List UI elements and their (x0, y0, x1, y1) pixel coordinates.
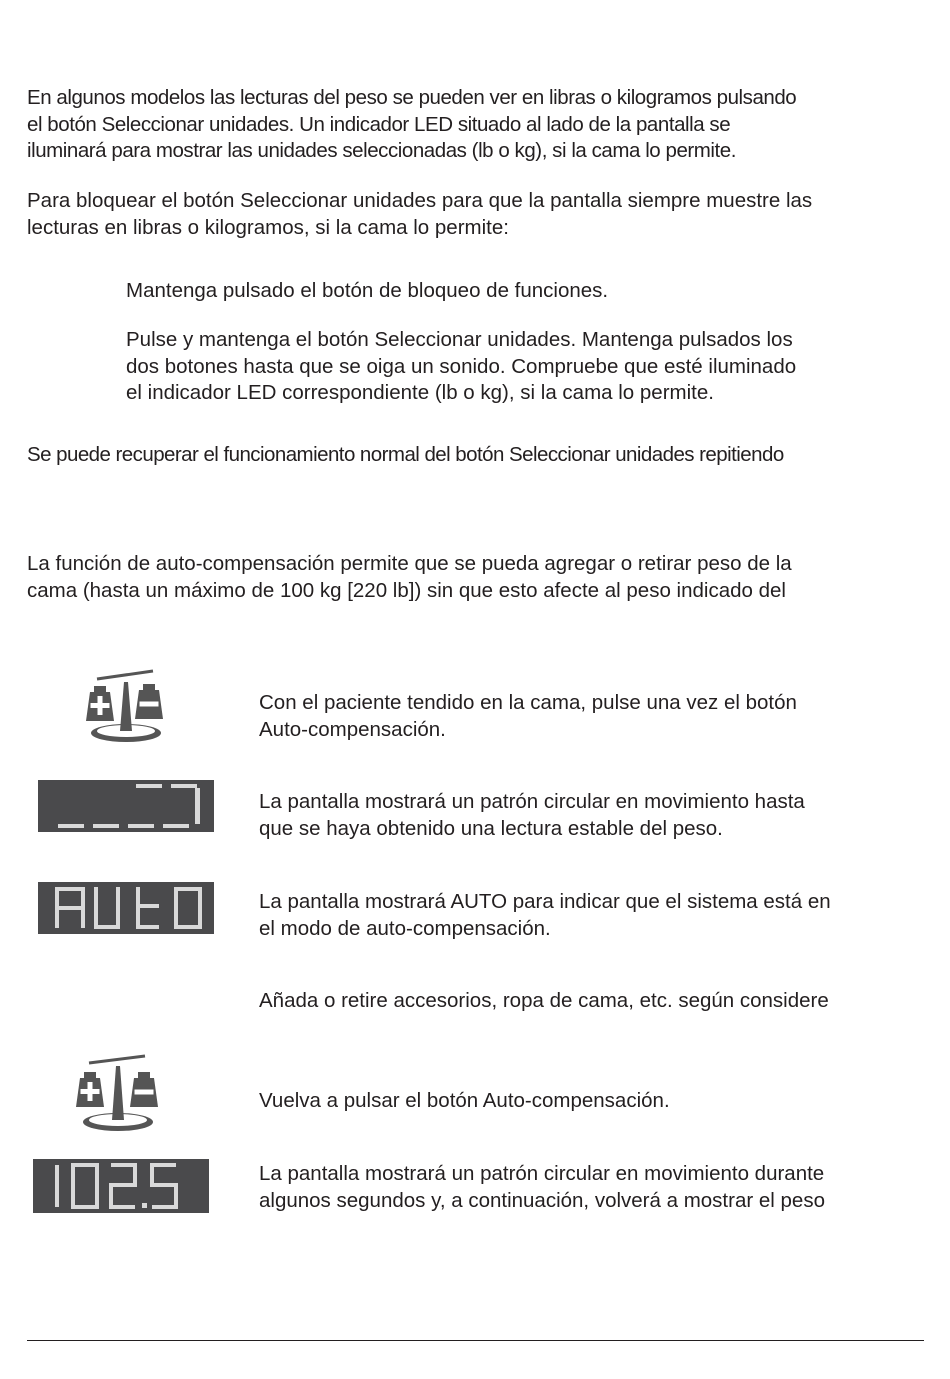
text-line: Añada o retire accesorios, ropa de cama, etc. según considere (259, 989, 829, 1012)
text-line: La pantalla mostrará un patrón circular en movimiento hasta (259, 790, 805, 813)
text-line: Pulse y mantenga el botón Seleccionar unidades. Mantenga pulsados los (126, 328, 793, 351)
lock-step-1 (126, 278, 608, 305)
scale-icon (72, 1052, 164, 1136)
text-line: Con el paciente tendido en la cama, pulse una vez el botón (259, 691, 797, 714)
intro-paragraph-2 (27, 188, 812, 241)
step-6-text (259, 1161, 825, 1214)
text-line: el botón Seleccionar unidades. Un indicador LED situado al lado de la pantalla se (27, 112, 731, 136)
text-line: La pantalla mostrará un patrón circular en movimiento durante (259, 1162, 825, 1185)
scale-icon (80, 664, 172, 748)
footer-divider (27, 1340, 924, 1341)
restore-note (27, 442, 784, 469)
lcd-circular-pattern-display (38, 780, 214, 832)
text-line: el modo de auto-compensación. (259, 916, 551, 940)
text-line: que se haya obtenido una lectura estable del peso. (259, 816, 723, 840)
step-5-text (259, 1088, 670, 1115)
text-line: La pantalla mostrará AUTO para indicar que el sistema está en (259, 890, 831, 913)
text-line: Vuelva a pulsar el botón Auto-compensación. (259, 1089, 670, 1112)
text-line: iluminará para mostrar las unidades seleccionadas (lb o kg), si la cama lo permite. (27, 139, 736, 162)
text-line: dos botones hasta que se oiga un sonido. Compruebe que esté iluminado (126, 354, 797, 378)
text-line: Para bloquear el botón Seleccionar unidades para que la pantalla siempre muestre las (27, 189, 813, 212)
text-line: algunos segundos y, a continuación, volverá a mostrar el peso (259, 1188, 825, 1212)
text-line: el indicador LED correspondiente (lb o kg), si la cama lo permite. (126, 381, 714, 404)
lcd-auto-display (38, 882, 214, 934)
step-1-text (259, 690, 797, 743)
lcd-weight-display (33, 1159, 209, 1213)
text-line: Mantenga pulsado el botón de bloqueo de funciones. (126, 279, 609, 302)
text-line: En algunos modelos las lecturas del peso se pueden ver en libras o kilogramos pulsando (27, 86, 797, 109)
text-line: lecturas en libras o kilogramos, si la cama lo permite: (27, 215, 509, 239)
text-line: Se puede recuperar el funcionamiento normal del botón Seleccionar unidades repitiendo (27, 443, 784, 466)
text-line: Auto-compensación. (259, 717, 446, 741)
step-3-text (259, 889, 831, 942)
lock-step-2 (126, 327, 796, 407)
step-2-text (259, 789, 805, 842)
intro-paragraph-1 (27, 85, 796, 165)
auto-comp-paragraph (27, 551, 792, 604)
step-4-text (259, 988, 829, 1015)
text-line: La función de auto-compensación permite que se pueda agregar o retirar peso de la (27, 552, 792, 575)
text-line: cama (hasta un máximo de 100 kg [220 lb]) sin que esto afecte al peso indicado del (27, 578, 786, 602)
